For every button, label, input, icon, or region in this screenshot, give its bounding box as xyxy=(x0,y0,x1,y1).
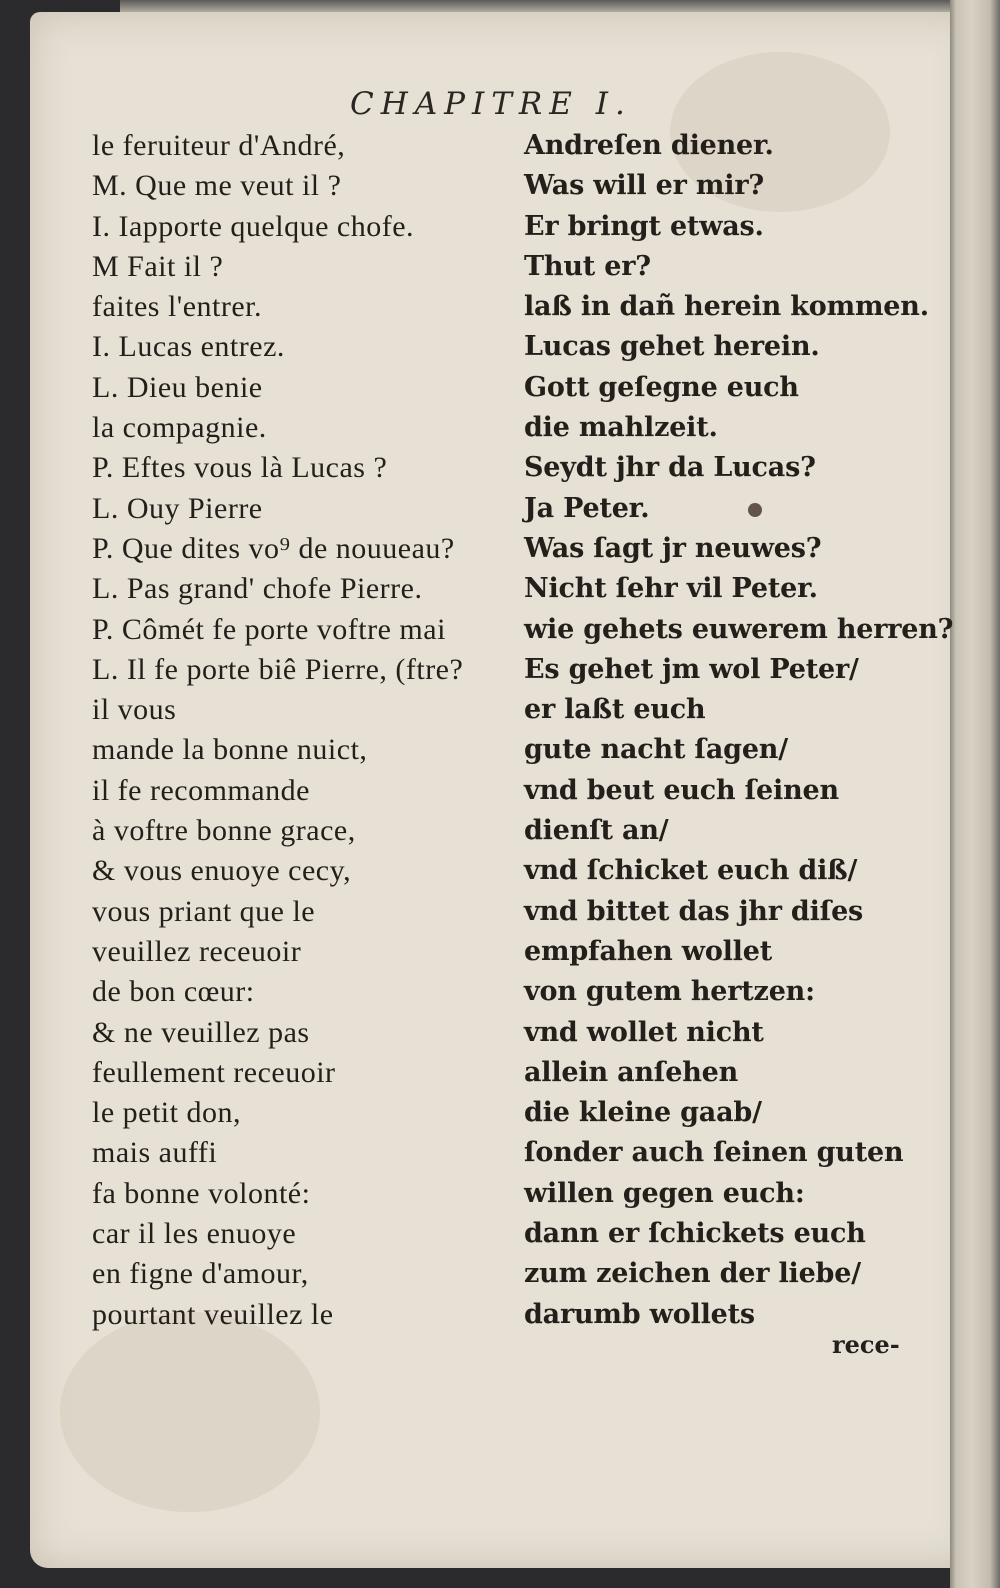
french-line: P. Que dites vo⁹ de nouueau? xyxy=(92,531,455,565)
german-line: Es gehet jm wol Peter/ xyxy=(524,653,859,685)
french-line: à voftre bonne grace, xyxy=(92,814,356,848)
french-line: le petit don, xyxy=(92,1096,241,1130)
ink-blot xyxy=(748,503,762,517)
german-line: Er bringt etwas. xyxy=(524,210,764,242)
german-line: zum zeichen der liebe/ xyxy=(524,1258,861,1290)
german-line: Nicht ſehr vil Peter. xyxy=(524,573,818,605)
german-line: dann er ſchickets euch xyxy=(524,1218,866,1250)
french-line: mais auffi xyxy=(92,1136,218,1170)
book-gutter xyxy=(950,0,1000,1588)
french-line: le feruiteur d'André, xyxy=(92,129,346,162)
german-line: ſonder auch ſeinen guten xyxy=(524,1137,904,1169)
running-head: CHAPITRE I. xyxy=(350,86,632,122)
french-line: mande la bonne nuict, xyxy=(92,733,368,767)
french-line: L. Pas grand' chofe Pierre. xyxy=(92,572,423,606)
german-line: die mahlzeit. xyxy=(524,412,718,444)
french-line: M Fait il ? xyxy=(92,249,224,283)
french-line: faites l'entrer. xyxy=(92,290,262,324)
german-line: die kleine gaab/ xyxy=(524,1097,762,1129)
french-line: la compagnie. xyxy=(92,411,267,445)
german-line: vnd beut euch ſeinen xyxy=(524,774,839,806)
german-line: Lucas gehet herein. xyxy=(524,331,820,363)
german-line: vnd wollet nicht xyxy=(524,1016,764,1048)
french-line: L. Il fe porte biê Pierre, (ftre? xyxy=(92,652,464,686)
french-line: car il les enuoye xyxy=(92,1217,297,1251)
german-line: Thut er? xyxy=(524,250,651,282)
french-line: fa bonne volonté: xyxy=(92,1176,311,1210)
german-line: willen gegen euch: xyxy=(524,1177,805,1209)
french-column xyxy=(92,126,463,1335)
french-line: pourtant veuillez le xyxy=(92,1297,334,1331)
german-line: gute nacht ſagen/ xyxy=(524,734,788,766)
german-line: Gott geſegne euch xyxy=(524,371,799,403)
german-line: empfahen wollet xyxy=(524,935,772,967)
french-line: & ne veuillez pas xyxy=(92,1015,310,1049)
german-line: darumb wollets xyxy=(524,1298,755,1330)
french-line: M. Que me veut il ? xyxy=(92,169,342,203)
french-line: veuillez receuoir xyxy=(92,934,302,968)
german-line: Was ſagt jr neuwes? xyxy=(524,532,822,564)
german-line: Seydt jhr da Lucas? xyxy=(524,452,816,484)
german-column xyxy=(524,126,953,1335)
french-line: L. Ouy Pierre xyxy=(92,491,263,525)
french-line: & vous enuoye cecy, xyxy=(92,854,352,888)
french-line: en figne d'amour, xyxy=(92,1257,309,1291)
german-line: Andreſen diener. xyxy=(524,130,774,161)
german-line: von gutem hertzen: xyxy=(524,976,815,1008)
french-line: I. Iapporte quelque chofe. xyxy=(92,209,415,243)
german-line: laß in dañ herein kommen. xyxy=(524,291,929,323)
german-line: vnd bittet das jhr diſes xyxy=(524,895,864,927)
french-line: I. Lucas entrez. xyxy=(92,330,285,364)
german-line: dienſt an/ xyxy=(524,815,669,847)
german-line: vnd ſchicket euch diß/ xyxy=(524,855,858,887)
french-line: il vous xyxy=(92,693,177,727)
french-line: vous priant que le xyxy=(92,894,316,928)
catchword: rece- xyxy=(832,1330,900,1359)
german-line: er laßt euch xyxy=(524,694,706,726)
german-line: wie gehets euwerem herren? xyxy=(524,613,954,645)
french-line: P. Cômét fe porte voftre mai xyxy=(92,612,446,646)
french-line: feullement receuoir xyxy=(92,1055,336,1089)
french-line: il fe recommande xyxy=(92,773,310,807)
french-line: P. Eftes vous là Lucas ? xyxy=(92,451,388,485)
french-line: L. Dieu benie xyxy=(92,370,263,404)
german-line: Ja Peter. xyxy=(524,492,650,524)
french-line: de bon cœur: xyxy=(92,975,255,1009)
german-line: allein anſehen xyxy=(524,1056,739,1088)
german-line: Was will er mir? xyxy=(524,170,764,202)
